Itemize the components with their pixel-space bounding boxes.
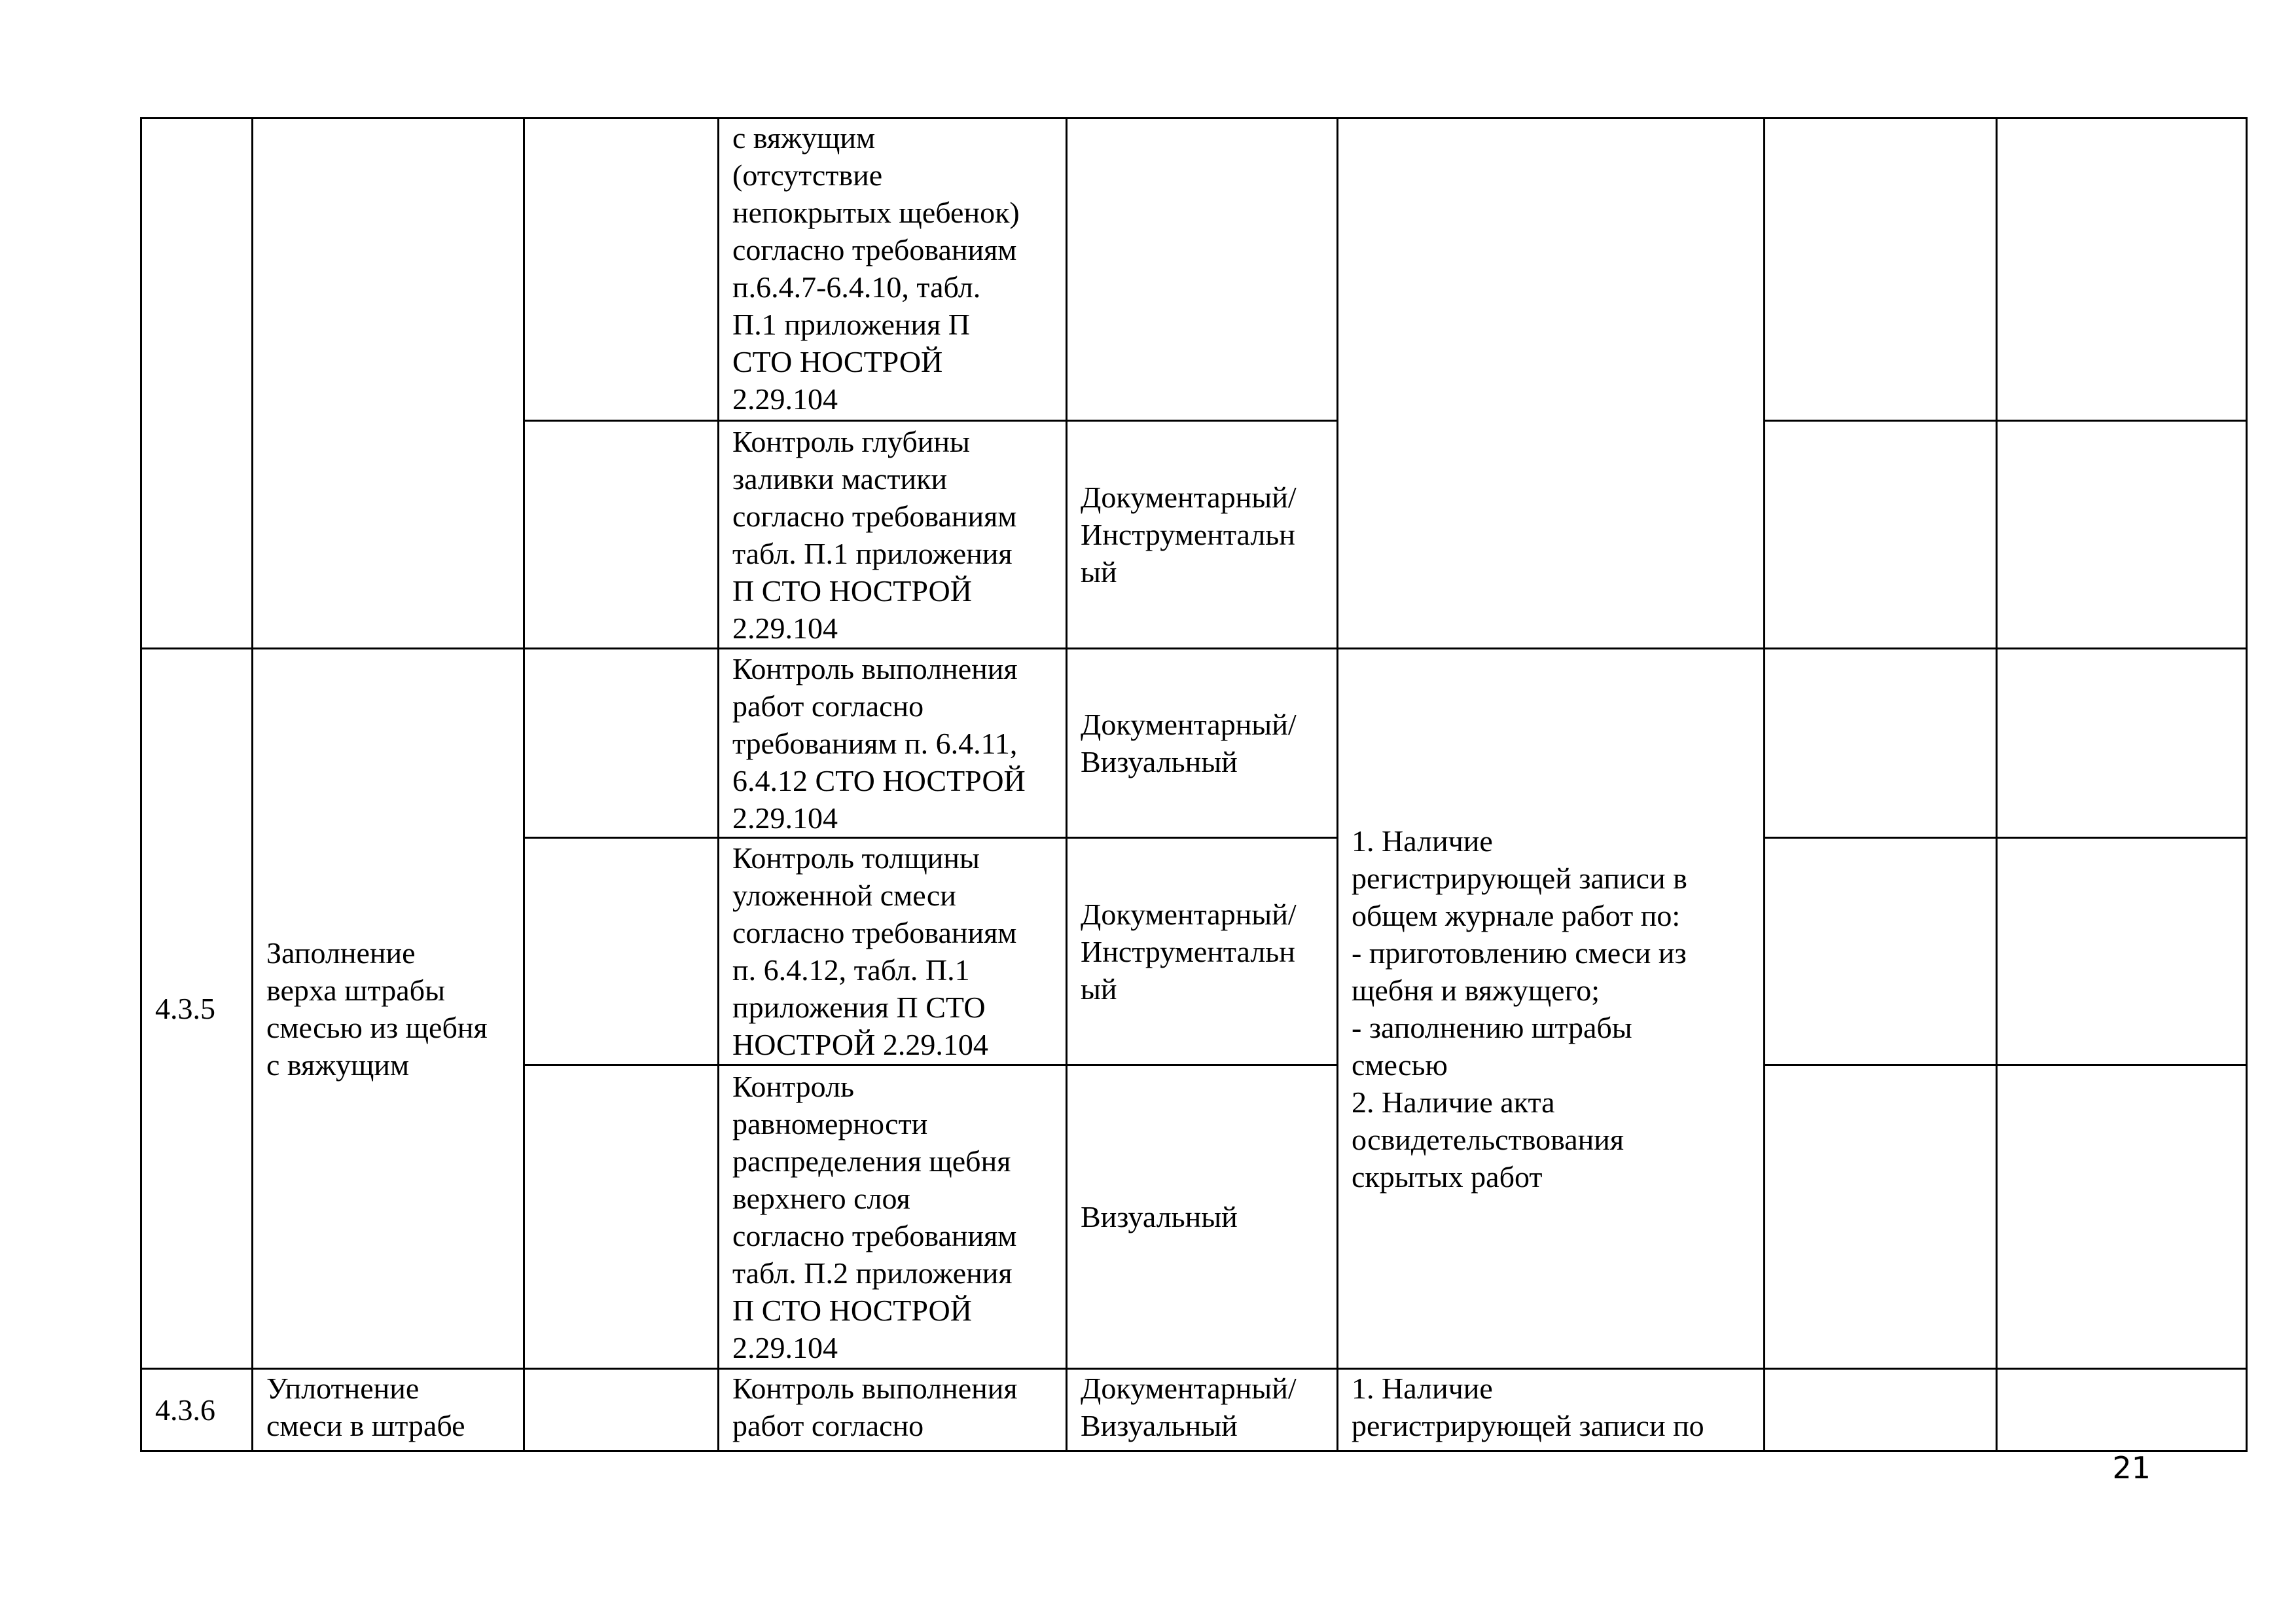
empty-cell bbox=[1765, 838, 1997, 1065]
empty-cell bbox=[1765, 119, 1997, 421]
empty-cell bbox=[524, 119, 719, 421]
table-row bbox=[141, 119, 2247, 421]
control-method-cell: Документарный/ Инструментальн ый bbox=[1067, 421, 1338, 649]
empty-cell bbox=[1765, 1369, 1997, 1451]
empty-cell bbox=[1765, 421, 1997, 649]
empty-cell bbox=[1997, 649, 2247, 838]
control-method-cell: Документарный/ Инструментальн ый bbox=[1067, 838, 1338, 1065]
empty-cell bbox=[1997, 421, 2247, 649]
item-number-cell: 4.3.6 bbox=[141, 1369, 253, 1451]
empty-cell bbox=[524, 421, 719, 649]
control-method-cell: Визуальный bbox=[1067, 1065, 1338, 1369]
empty-cell bbox=[1997, 838, 2247, 1065]
control-method-cell: Документарный/ Визуальный bbox=[1067, 649, 1338, 838]
empty-cell bbox=[1765, 649, 1997, 838]
empty-cell bbox=[524, 1369, 719, 1451]
empty-cell bbox=[1997, 119, 2247, 421]
item-number-cell: 4.3.5 bbox=[141, 649, 253, 1369]
item-number-cell bbox=[141, 119, 253, 649]
table-row bbox=[141, 1369, 2247, 1451]
empty-cell bbox=[1997, 1369, 2247, 1451]
control-description-cell: Контроль выполнения работ согласно требованиям п. 6.4.11, 6.4.12 СТО НОСТРОЙ 2.29.104 bbox=[719, 649, 1067, 838]
control-description-cell: Контроль толщины уложенной смеси согласно требованиям п. 6.4.12, табл. П.1 приложения П СТО НОСТРОЙ 2.29.104 bbox=[719, 838, 1067, 1065]
documentation-cell: 1. Наличие регистрирующей записи по bbox=[1338, 1369, 1765, 1451]
empty-cell bbox=[524, 838, 719, 1065]
quality-control-table bbox=[140, 117, 2248, 1452]
work-name-cell: Уплотнение смеси в штрабе bbox=[253, 1369, 524, 1451]
control-description-cell: Контроль выполнения работ согласно bbox=[719, 1369, 1067, 1451]
empty-cell bbox=[524, 1065, 719, 1369]
control-method-cell bbox=[1067, 119, 1338, 421]
table-row bbox=[141, 649, 2247, 838]
control-description-cell: Контроль глубины заливки мастики согласно требованиям табл. П.1 приложения П СТО НОСТРОЙ 2.29.104 bbox=[719, 421, 1067, 649]
work-name-cell: Заполнение верха штрабы смесью из щебня с вяжущим bbox=[253, 649, 524, 1369]
page-number: 21 bbox=[2112, 1450, 2151, 1486]
empty-cell bbox=[1997, 1065, 2247, 1369]
documentation-cell: 1. Наличие регистрирующей записи в общем журнале работ по: - приготовлению смеси из щебня и вяжущего; - заполнению штрабы смесью 2. Наличие акта освидетельствования скрытых работ bbox=[1338, 649, 1765, 1369]
empty-cell bbox=[524, 649, 719, 838]
control-description-cell: Контроль равномерности распределения щебня верхнего слоя согласно требованиям табл. П.2 приложения П СТО НОСТРОЙ 2.29.104 bbox=[719, 1065, 1067, 1369]
control-description-cell: с вяжущим (отсутствие непокрытых щебенок) согласно требованиям п.6.4.7-6.4.10, табл. П.1 приложения П СТО НОСТРОЙ 2.29.104 bbox=[719, 119, 1067, 421]
work-name-cell bbox=[253, 119, 524, 649]
empty-cell bbox=[1765, 1065, 1997, 1369]
control-method-cell: Документарный/ Визуальный bbox=[1067, 1369, 1338, 1451]
documentation-cell bbox=[1338, 119, 1765, 649]
